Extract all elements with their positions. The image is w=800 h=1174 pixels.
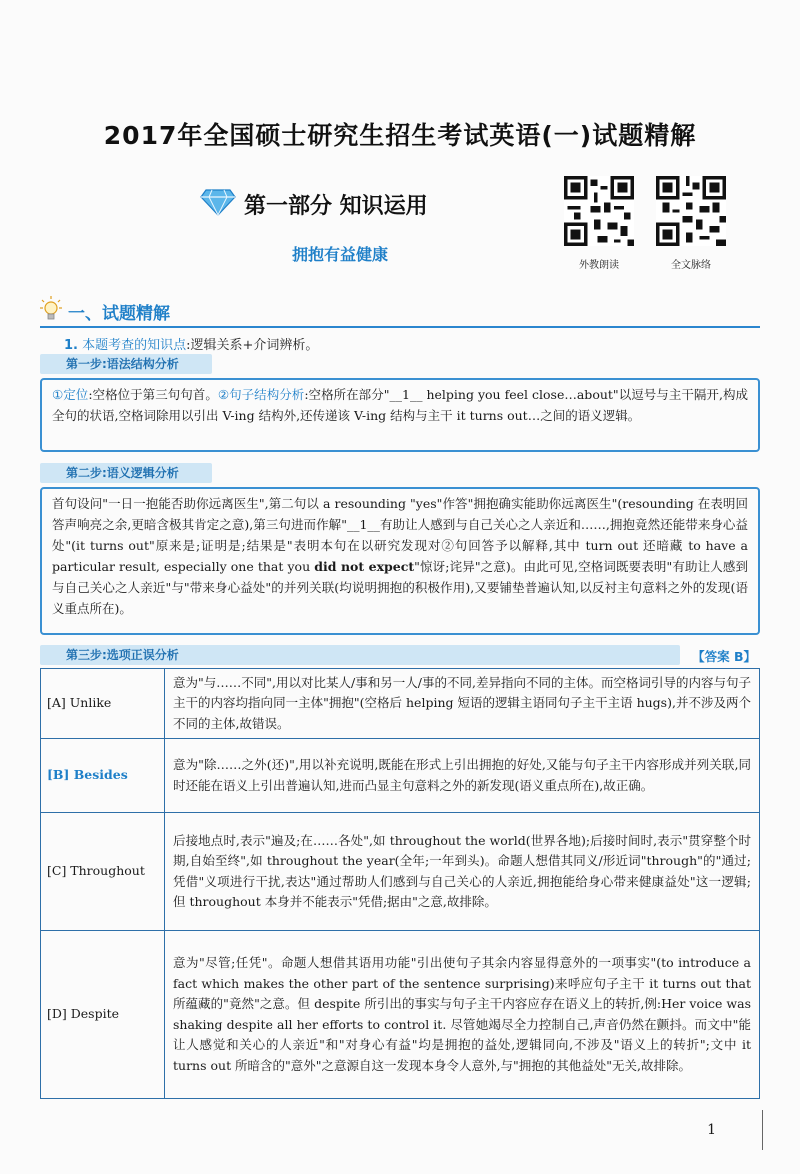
qr-caption: 外教朗读 [579,260,619,271]
option-row-b [41,739,760,813]
answer-badge: 【答案 B】 [692,649,756,664]
option-row-a [41,669,760,739]
page-title: 2017年全国硕士研究生招生考试英语(一)试题精解 [103,121,697,150]
part-header [40,296,760,328]
option-row-c [41,813,760,931]
option-label: [D] Despite [41,931,165,1099]
diamond-icon [200,188,236,220]
step2-text-a: 首句设问"一日一抱能否助你远离医生",第二句以 a resounding "yes"作答"拥抱确实能助你远离医生"(resounding 在表明回答声响亮之余,更暗含极其肯定之意),第三句进而作解"__1__有助让人感到与自己关心之人亲近和……,拥抱竟然还能带来身心益处"(it turns out"原来是;证明是;结果是"表明本句在以研究发现对②句回答予以解释,其中 turn out 还暗藏 to have a particular result, especially one that you [52,496,748,574]
option-desc: 意为"除……之外(还)",用以补充说明,既能在形式上引出拥抱的好处,又能与句子主干内容形成并列关联,同时还能在语义上引出普遍认知,进而凸显主句意料之外的新发现(语义重点所在),故正确。 [165,739,760,813]
step1-box [40,378,760,452]
option-desc: 意为"尽管;任凭"。命题人想借其语用功能"引出使句子其余内容显得意外的一项事实"(to introduce a fact which makes the other part of the sentence surprising)来呼应句子主干 it turns out that 所蕴藏的"竟然"之意。但 despite 所引出的事实与句子主干内容应存在语义上的转折,例:Her voice was shaking despite all her efforts to control it. 尽管她竭尽全力控制自己,声音仍然在颤抖。而文中"能让人感觉和关心的人亲近"和"对身心有益"均是拥抱的益处,逻辑同向,不涉及"语义上的转折";文中 it turns out 所暗含的"意外"之意源自这一发现本身令人意外,与"拥抱的其他益处"无关,故排除。 [165,931,760,1099]
option-label: [A] Unlike [41,669,165,739]
step1-label: 第一步:语法结构分析 [40,354,212,374]
option-desc: 后接地点时,表示"遍及;在……各处",如 throughout the world(世界各地);后接时间时,表示"贯穿整个时期,自始至终",如 throughout the year(全年;一年到头)。命题人想借其同义/形近词"through"的"通过;凭借"义项进行干扰,表达"通过帮助人们感到与自己关心的人亲近,拥抱能给身心带来健康益处"这一逻辑;但 throughout 本身并不能表示"凭借;据由"之意,故排除。 [165,813,760,931]
step1-text2: :空格所在部分"__1__ helping you feel close…about"以逗号与主干隔开,构成全句的状语,空格词除用以引出 V-ing 结构外,还传递该 V-ing 结构与主干 it turns out…之间的语义逻辑。 [52,387,748,423]
qr-code-outline[interactable] [652,176,730,271]
qr-code-icon [653,176,729,246]
page-number: 1 [707,1122,716,1138]
qr-code-reading[interactable] [560,176,638,271]
passage-subtitle: 拥抱有益健康 [291,245,388,264]
step3-label: 第三步:选项正误分析 [40,645,680,665]
lightbulb-icon [40,296,62,326]
step2-bold: did not expect [314,559,415,574]
step1-lead1: ①定位 [52,387,89,402]
knowledge-point-text: :逻辑关系+介词辨析。 [186,338,319,353]
qr-code-icon [561,176,637,246]
option-label: [C] Throughout [41,813,165,931]
knowledge-point-label: 本题考查的知识点 [82,338,187,353]
step2-label: 第二步:语义逻辑分析 [40,463,212,483]
options-table [40,668,760,1099]
step2-text-b: "惊讶;诧异"之意)。由此可见,空格词既要表明"有助让人感到与自己关心之人亲近"与"带来身心益处"的并列关联(均说明拥抱的积极作用),又要铺垫普遍认知,以反衬主句意料之外的发现(语义重点所在)。 [52,559,749,616]
step2-box [40,487,760,635]
qr-caption: 全文脉络 [671,260,711,271]
option-row-d [41,931,760,1099]
part-title: 一、试题精解 [68,303,170,324]
step1-lead2: ②句子结构分析 [217,387,305,402]
question-number: 1. [64,338,78,353]
section-label: 第一部分 知识运用 [244,193,428,219]
option-desc: 意为"与……不同",用以对比某人/事和另一人/事的不同,差异指向不同的主体。而空格词引导的内容与句子主干的内容均指向同一主体"拥抱"(空格后 helping 短语的逻辑主语同句子主干主语 hugs),并不涉及两个不同的主体,故错误。 [165,669,760,739]
margin-rule [762,1110,763,1150]
step1-text1: :空格位于第三句句首。 [88,387,218,402]
option-label: [B] Besides [41,739,165,813]
section-title [200,188,428,220]
knowledge-point [64,334,318,353]
